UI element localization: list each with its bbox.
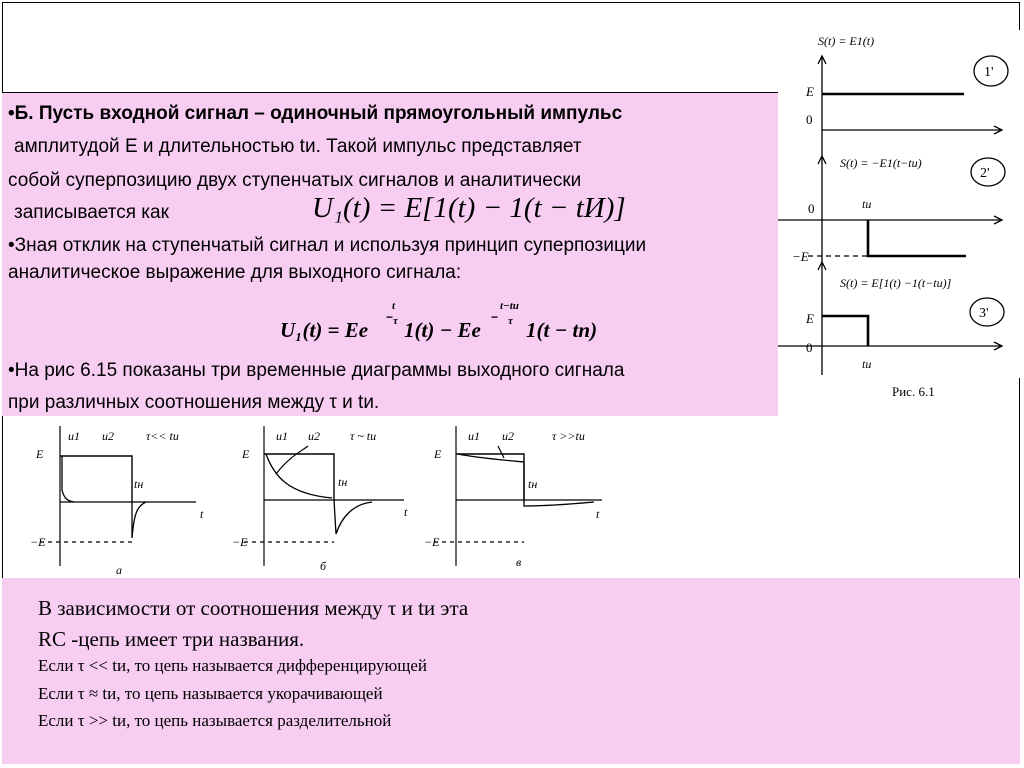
- fig61-p2-title: S(t) = −E1(t−tи): [840, 156, 922, 170]
- fig61-p2-tag: 2': [980, 166, 990, 181]
- fig61-p2-neg-step: [868, 220, 966, 256]
- fig61-p1-title: S(t) = E1(t): [818, 34, 875, 48]
- diagram-label: u2: [502, 429, 514, 443]
- diagram-label: τ >>tи: [552, 429, 585, 443]
- diagram-label: −E: [30, 535, 46, 549]
- formula-exp-b-minus: −: [491, 310, 499, 324]
- fig61-p2-neg-e: −E: [792, 249, 809, 264]
- conclusion-line2: RC -цепь имеет три названия.: [38, 627, 305, 651]
- diagram-label: −E: [232, 535, 248, 549]
- diagram-label: τ ~ tи: [350, 429, 377, 443]
- fig61-p2-tu: tи: [862, 197, 872, 211]
- formula-input-signal: U₁(t) = E[1(t) − 1(t − tИ)]: [312, 192, 626, 224]
- formula-exp-a-minus: −: [386, 310, 394, 324]
- fig61-p2-zero: 0: [808, 201, 815, 216]
- fig61-p3-title: S(t) = E[1(t) −1(t−tи)]: [840, 276, 952, 290]
- diagram-label: u2: [102, 429, 114, 443]
- diagram-label: а: [116, 563, 122, 577]
- formula-output-part2: 1(t) − Ee: [404, 318, 481, 342]
- fig61-p1-tag: 1': [984, 65, 994, 80]
- diagram-a: [30, 426, 204, 577]
- fig61-p3-tu: tи: [862, 357, 872, 371]
- rule-separating: Если τ >> tи, то цепь называется разделительной: [38, 711, 392, 730]
- rule-shortening: Если τ ≈ tи, то цепь называется укорачивающей: [38, 684, 383, 703]
- diagram-b: [232, 426, 408, 573]
- bullet1-line2: амплитудой Е и длительностью tи. Такой импульс представляет: [14, 136, 582, 157]
- formula-exp-b-den: τ: [508, 315, 513, 327]
- fig61-p3-zero: 0: [806, 340, 813, 355]
- formula-exp-a-den: τ: [393, 315, 398, 327]
- diagram-label: E: [36, 447, 44, 461]
- diagram-label: tн: [338, 475, 348, 489]
- formula-output-part3: 1(t − tп): [526, 318, 598, 342]
- formula-exp-b-num: t−tи: [500, 300, 519, 312]
- bullet2-line2: аналитическое выражение для выходного сигнала:: [8, 262, 462, 283]
- formula-output-part1: U₁(t) = Ee: [280, 318, 369, 342]
- diagram-label: E: [434, 447, 442, 461]
- fig61-p1-zero: 0: [806, 112, 813, 127]
- diagram-label: tн: [134, 477, 144, 491]
- bullet2-line1: •Зная отклик на ступенчатый сигнал и используя принцип суперпозиции: [8, 235, 647, 256]
- diagram-label: τ<< tи: [146, 429, 179, 443]
- fig61-p1-e-label: E: [806, 84, 814, 99]
- bullet3-line2: при различных соотношения между τ и tи.: [8, 392, 380, 413]
- fig61-p3-tag: 3': [979, 306, 989, 321]
- fig61-p3-pulse: [822, 316, 868, 346]
- output-diagrams-svg: [28, 418, 610, 578]
- diagram-label: t: [404, 505, 408, 519]
- diagram-label: u1: [68, 429, 80, 443]
- diagram-label: E: [242, 447, 250, 461]
- diagram-label: tн: [528, 477, 538, 491]
- bullet1-line4: записывается как: [14, 202, 169, 223]
- bullet1-line1: •Б. Пусть входной сигнал – одиночный прямоугольный импульс: [8, 103, 623, 124]
- diagram-label: u1: [276, 429, 288, 443]
- bullet1-line3: собой суперпозицию двух ступенчатых сигналов и аналитически: [8, 170, 582, 191]
- diagram-c: [424, 426, 602, 569]
- figure-6-1: [778, 30, 1022, 378]
- diagram-label: б: [320, 559, 327, 573]
- formula-exp-a-num: t: [392, 300, 396, 312]
- output-signal-diagrams: [28, 418, 610, 578]
- rule-differentiating: Если τ << tи, то цепь называется дифференцирующей: [38, 656, 427, 675]
- conclusion-line1: В зависимости от соотношения между τ и tи эта: [38, 596, 469, 620]
- diagram-label: u2: [308, 429, 320, 443]
- bullet3-line1: •На рис 6.15 показаны три временные диаграммы выходного сигнала: [8, 360, 625, 381]
- diagram-label: −E: [424, 535, 440, 549]
- fig61-p3-e-label: E: [806, 311, 814, 326]
- diagram-label: t: [200, 507, 204, 521]
- figure-caption: Рис. 6.1: [892, 384, 935, 399]
- diagram-label: в: [516, 555, 522, 569]
- diagram-label: u1: [468, 429, 480, 443]
- diagram-label: t: [596, 507, 600, 521]
